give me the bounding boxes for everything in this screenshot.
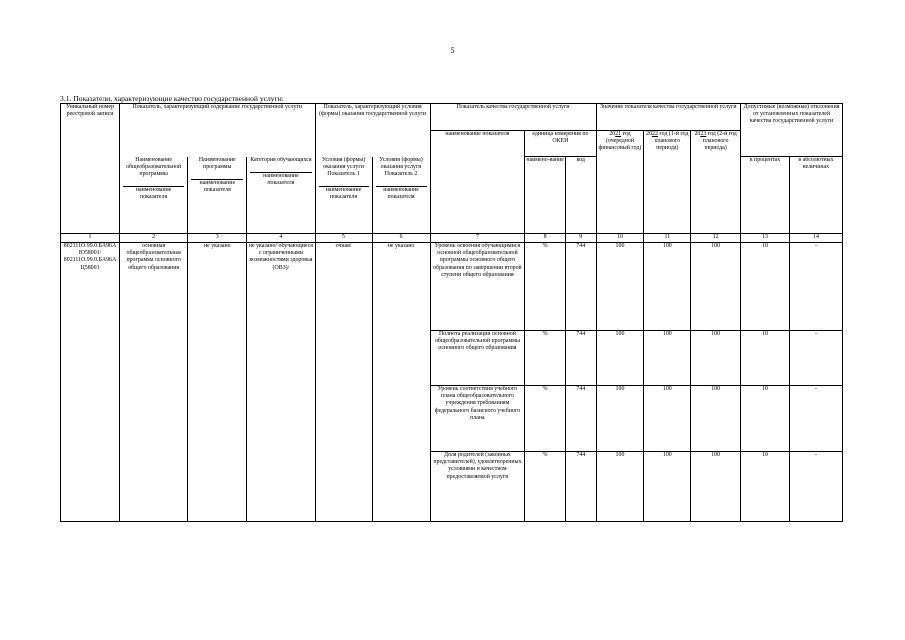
header-content-group: Показатель, характеризующий содержание государственной услуги [120, 104, 315, 131]
year1-number: 21 [615, 131, 622, 137]
column-number: 4 [247, 234, 315, 243]
column-number: 1 [61, 234, 120, 243]
indicator-name: Доля родителей (законных представителей), удовлетворенных условиями и качеством предоставляемой услуги [430, 452, 525, 522]
column-number: 6 [372, 234, 430, 243]
section-title: 3.1. Показатели, характеризующие качество государственной услуги: [60, 94, 284, 103]
column-number: 9 [565, 234, 596, 243]
indicator-year1: 100 [596, 386, 644, 452]
column-numbers-row [61, 234, 843, 243]
indicator-unit: % [525, 331, 566, 386]
column-number: 7 [430, 234, 525, 243]
indicator-name: Уровень соответствия учебного плана общеобразовательного учреждения требованиям федерального базисного учебного плана [430, 386, 525, 452]
header-program-name: Наименование общеобразовательной программы наименование показателя [120, 157, 188, 234]
indicator-absolute: - [789, 386, 842, 452]
indicator-absolute: - [789, 331, 842, 386]
record-programs: не указано [188, 243, 247, 522]
indicator-year3: 100 [691, 243, 741, 331]
indicator-percent: 10 [741, 243, 790, 331]
header-unit-code: код [565, 157, 596, 234]
indicator-year2: 100 [644, 243, 691, 331]
indicator-percent: 10 [741, 386, 790, 452]
indicator-name: Уровень освоения обучающимися основной общеобразовательной программы основного общего образования по завершении второй ступени общего образования [430, 243, 525, 331]
indicator-name: Полнота реализации основной общеобразовательной программы основного общего образования [430, 331, 525, 386]
header-conditions-group: Показатель, характеризующий условия (формы) оказания государственной услуги [315, 104, 430, 131]
record-reg-number: 802111О.99.0.БА96АЮ58001/ 802111О.99.0.БА96АЦ58001 [61, 243, 120, 522]
header-quality-group: Показатель качества государственной услуги [430, 104, 596, 131]
indicator-code: 744 [565, 386, 596, 452]
indicator-code: 744 [565, 243, 596, 331]
header-absolute: в абсолютных величинах [789, 157, 842, 234]
indicator-unit: % [525, 386, 566, 452]
year3-number: 23 [700, 131, 707, 137]
indicator-year1: 100 [596, 243, 644, 331]
record-program: основная общеобразовательная программа основного общего образования [120, 243, 188, 522]
header-unit-name: наимено-вание [525, 157, 566, 234]
column-number: 13 [741, 234, 790, 243]
header-year1: 2021 год (очередной финансовый год) [596, 131, 644, 234]
column-number: 5 [315, 234, 372, 243]
header-reg-number: Уникальный номер реестровой записи [61, 104, 120, 234]
header-year3: 2023 год (2-й год планового периода) [691, 131, 741, 234]
header-deviation-group: Допустимые (возможные) отклонения от установленных показателей качества государственной услуги [741, 104, 843, 157]
table-row [61, 243, 843, 331]
column-number: 14 [789, 234, 842, 243]
record-category: не указано/ обучающиеся с ограниченными возможностями здоровья (ОВЗ)/ [247, 243, 315, 522]
header-okei-unit: единица измерения по ОКЕИ [525, 131, 596, 157]
column-number: 12 [691, 234, 741, 243]
header-values-group: Значение показателя качества государственной услуги [596, 104, 741, 131]
quality-indicators-table [60, 103, 843, 522]
indicator-code: 744 [565, 331, 596, 386]
indicator-year1: 100 [596, 331, 644, 386]
indicator-year2: 100 [644, 331, 691, 386]
header-percent: в процентах [741, 157, 790, 234]
indicator-code: 744 [565, 452, 596, 522]
record-condition-1: очная/ [315, 243, 372, 522]
header-condition-1: Условия (формы) оказания услуги Показатель 1 наименование показателя [315, 157, 372, 234]
header-row-sub [61, 131, 843, 157]
indicator-year1: 100 [596, 452, 644, 522]
year2-number: 22 [652, 131, 658, 137]
indicator-percent: 10 [741, 452, 790, 522]
indicator-year3: 100 [691, 386, 741, 452]
header-year2: 2022 год (1-й год планового периода) [644, 131, 691, 234]
header-row-groups [61, 104, 843, 131]
header-programs: Наименование программы наименование показателя [188, 157, 247, 234]
indicator-unit: % [525, 452, 566, 522]
column-number: 10 [596, 234, 644, 243]
column-number: 8 [525, 234, 566, 243]
page-number: 5 [450, 46, 455, 55]
indicator-percent: 10 [741, 331, 790, 386]
header-category: Категория обучающихся наименование показателя [247, 157, 315, 234]
header-indicator-name: наименование показателя [430, 131, 525, 234]
indicator-year3: 100 [691, 331, 741, 386]
column-number: 2 [120, 234, 188, 243]
indicator-absolute: - [789, 243, 842, 331]
column-number: 3 [188, 234, 247, 243]
indicator-year2: 100 [644, 452, 691, 522]
header-condition-2: Условия (формы) оказания услуги Показатель 2 наименование показателя [372, 157, 430, 234]
record-condition-2: не указано [372, 243, 430, 522]
indicator-unit: % [525, 243, 566, 331]
column-number: 11 [644, 234, 691, 243]
indicator-year2: 100 [644, 386, 691, 452]
indicator-absolute: - [789, 452, 842, 522]
indicator-year3: 100 [691, 452, 741, 522]
